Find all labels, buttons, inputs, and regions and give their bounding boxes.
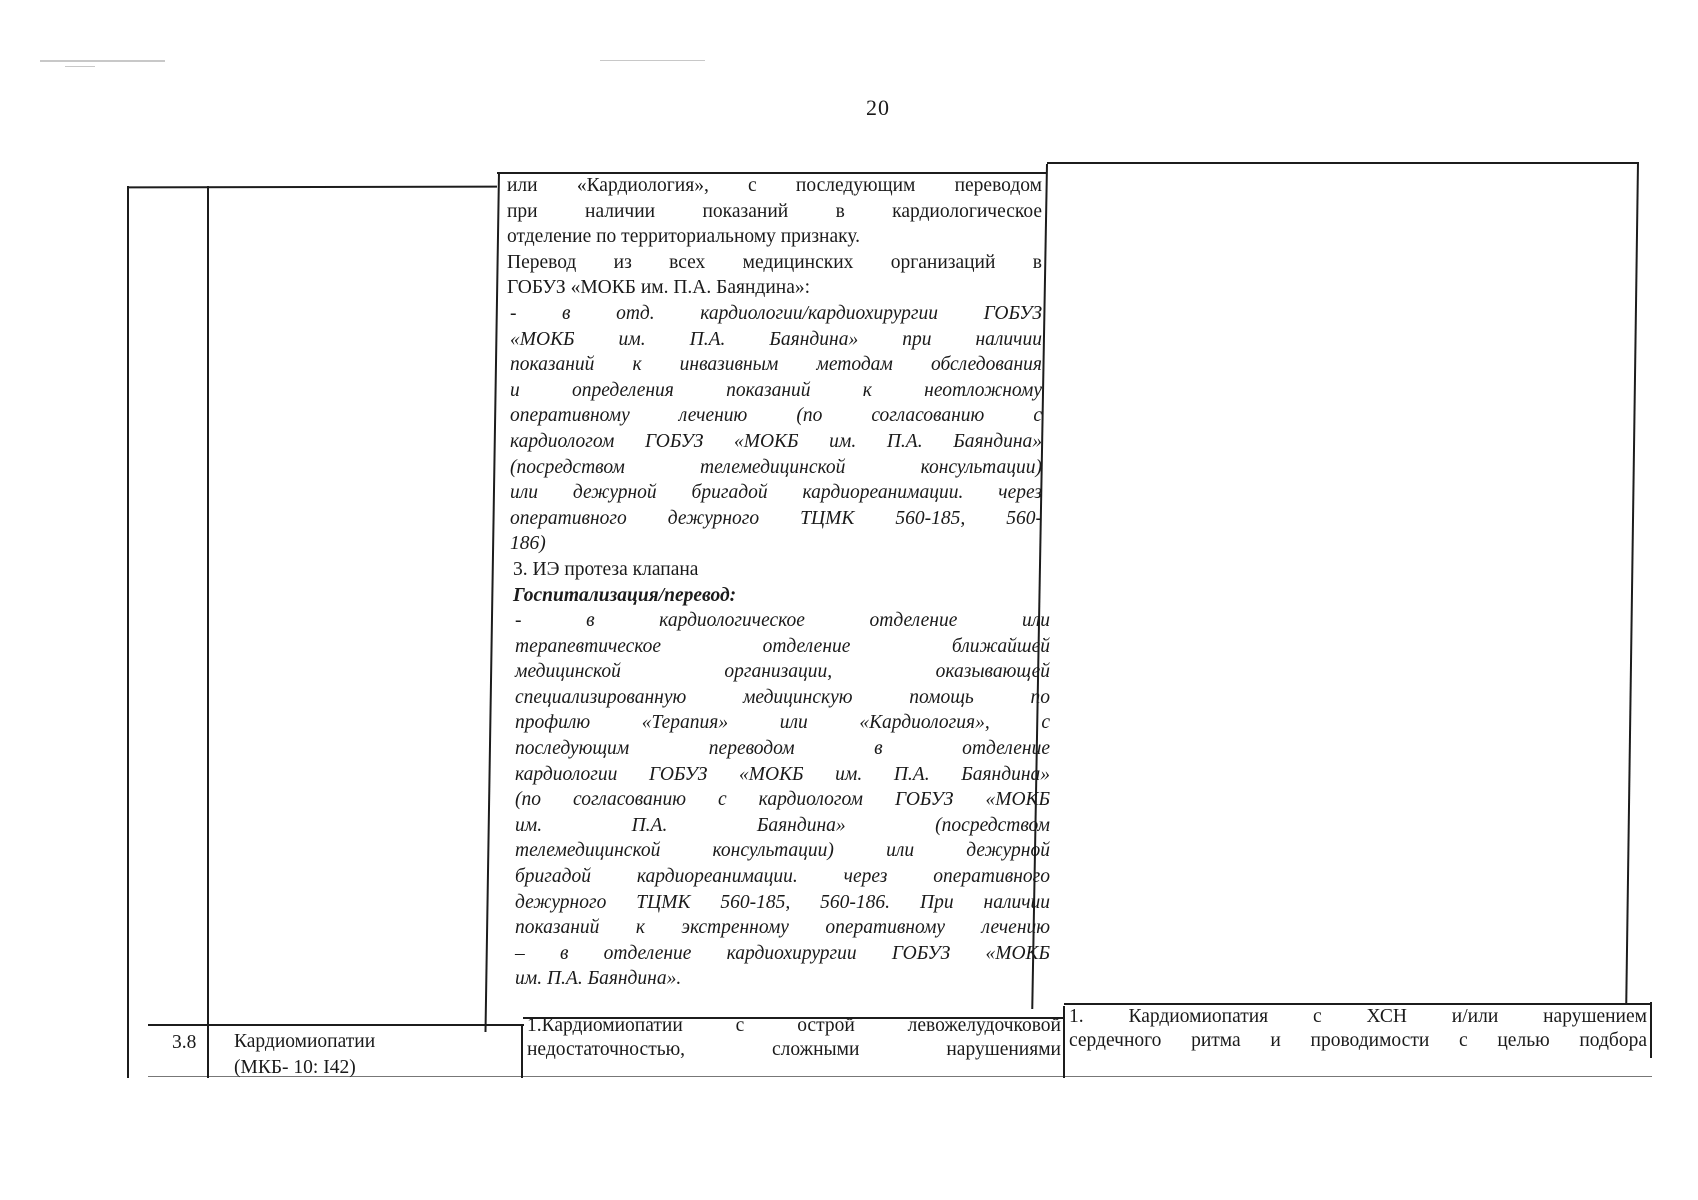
text-line: оперативному лечению (по согласованию с xyxy=(510,405,1042,427)
row-number: 3.8 xyxy=(172,1032,197,1053)
item3-subheading: Госпитализация/перевод: xyxy=(513,584,737,606)
text-line: телемедицинской консультации) или дежурной xyxy=(515,840,1050,862)
text-line: бригадой кардиореанимации. через оперативного xyxy=(515,866,1050,888)
row-separator xyxy=(148,1024,524,1026)
column-divider-1 xyxy=(207,186,209,1078)
text-line: и определения показаний к неотложному xyxy=(510,379,1042,401)
text-line: профилю «Терапия» или «Кардиология», с xyxy=(515,712,1050,734)
text-line: кардиологом ГОБУЗ «МОКБ им. П.А. Баяндина» xyxy=(510,430,1042,452)
text-line: им. П.А. Баяндина» (посредством xyxy=(515,814,1050,836)
transfer-italic-paragraph xyxy=(507,301,1042,557)
text-line: последующим переводом в отделение xyxy=(515,738,1050,760)
table-top-border xyxy=(127,186,497,189)
disease-name-cell xyxy=(234,1029,514,1080)
text-line: – в отделение кардиохирургии ГОБУЗ «МОКБ xyxy=(515,942,1050,964)
hospitalization-cell xyxy=(527,1014,1061,1062)
text-line: «МОКБ им. П.А. Баяндина» при наличии xyxy=(510,328,1042,350)
table-top-border xyxy=(1047,162,1639,164)
text-line: 1. Кардиомиопатия с ХСН и/или нарушением xyxy=(1069,1006,1647,1027)
text-line: показаний к экстренному оперативному лечению xyxy=(515,917,1050,939)
text-line: - в отд. кардиологии/кардиохирургии ГОБУЗ xyxy=(510,302,1042,324)
text-line: (МКБ- 10: I42) xyxy=(234,1056,356,1078)
text-line: или дежурной бригадой кардиореанимации. через xyxy=(510,482,1042,504)
text-line: отделение по территориальному признаку. xyxy=(507,226,861,248)
text-line: 1.Кардиомиопатии с острой левожелудочковой xyxy=(527,1015,1061,1036)
continuation-cell xyxy=(507,173,1050,992)
text-line: дежурного ТЦМК 560-185, 560-186. При наличии xyxy=(515,891,1050,913)
text-line: или «Кардиология», с последующим переводом xyxy=(507,175,1042,196)
text-line: терапевтическое отделение ближайшей xyxy=(515,635,1050,657)
text-line: показаний к инвазивным методам обследования xyxy=(510,354,1042,376)
text-line: оперативного дежурного ТЦМК 560-185, 560- xyxy=(510,507,1042,529)
table-right-border-lower xyxy=(1650,1002,1652,1058)
text-line: (по согласованию с кардиологом ГОБУЗ «МОКБ xyxy=(515,789,1050,811)
text-line: специализированную медицинскую помощь по xyxy=(515,686,1050,708)
intro-paragraph xyxy=(507,173,1042,250)
item3-paragraph xyxy=(507,557,1042,608)
text-line: кардиологии ГОБУЗ «МОКБ им. П.А. Баяндина» xyxy=(515,763,1050,785)
text-line: при наличии показаний в кардиологическое xyxy=(507,200,1042,222)
text-line: медицинской организации, оказывающей xyxy=(515,661,1050,683)
table-right-border xyxy=(1625,162,1639,1004)
text-line: 186) xyxy=(510,533,546,555)
column-divider-2 xyxy=(484,172,500,1032)
item3-italic-paragraph xyxy=(507,608,1050,992)
item3-heading: 3. ИЭ протеза клапана xyxy=(513,558,699,580)
text-line: Кардиомиопатии xyxy=(234,1031,376,1052)
planned-care-cell xyxy=(1069,1005,1647,1053)
text-line: - в кардиологическое отделение или xyxy=(515,610,1050,632)
transfer-paragraph xyxy=(507,250,1042,301)
text-line: Перевод из всех медицинских организаций в xyxy=(507,251,1042,273)
column-divider-2-lower xyxy=(521,1025,523,1078)
text-line: сердечного ритма и проводимости с целью подбора xyxy=(1069,1030,1647,1051)
text-line: недостаточностью, сложными нарушениями xyxy=(527,1039,1061,1060)
text-line: ГОБУЗ «МОКБ им. П.А. Баяндина»: xyxy=(507,277,811,299)
table-left-border xyxy=(127,186,129,1078)
page-number: 20 xyxy=(866,95,890,120)
text-line: (посредством телемедицинской консультации) xyxy=(510,456,1042,478)
text-line: им. П.А. Баяндина». xyxy=(515,968,682,990)
